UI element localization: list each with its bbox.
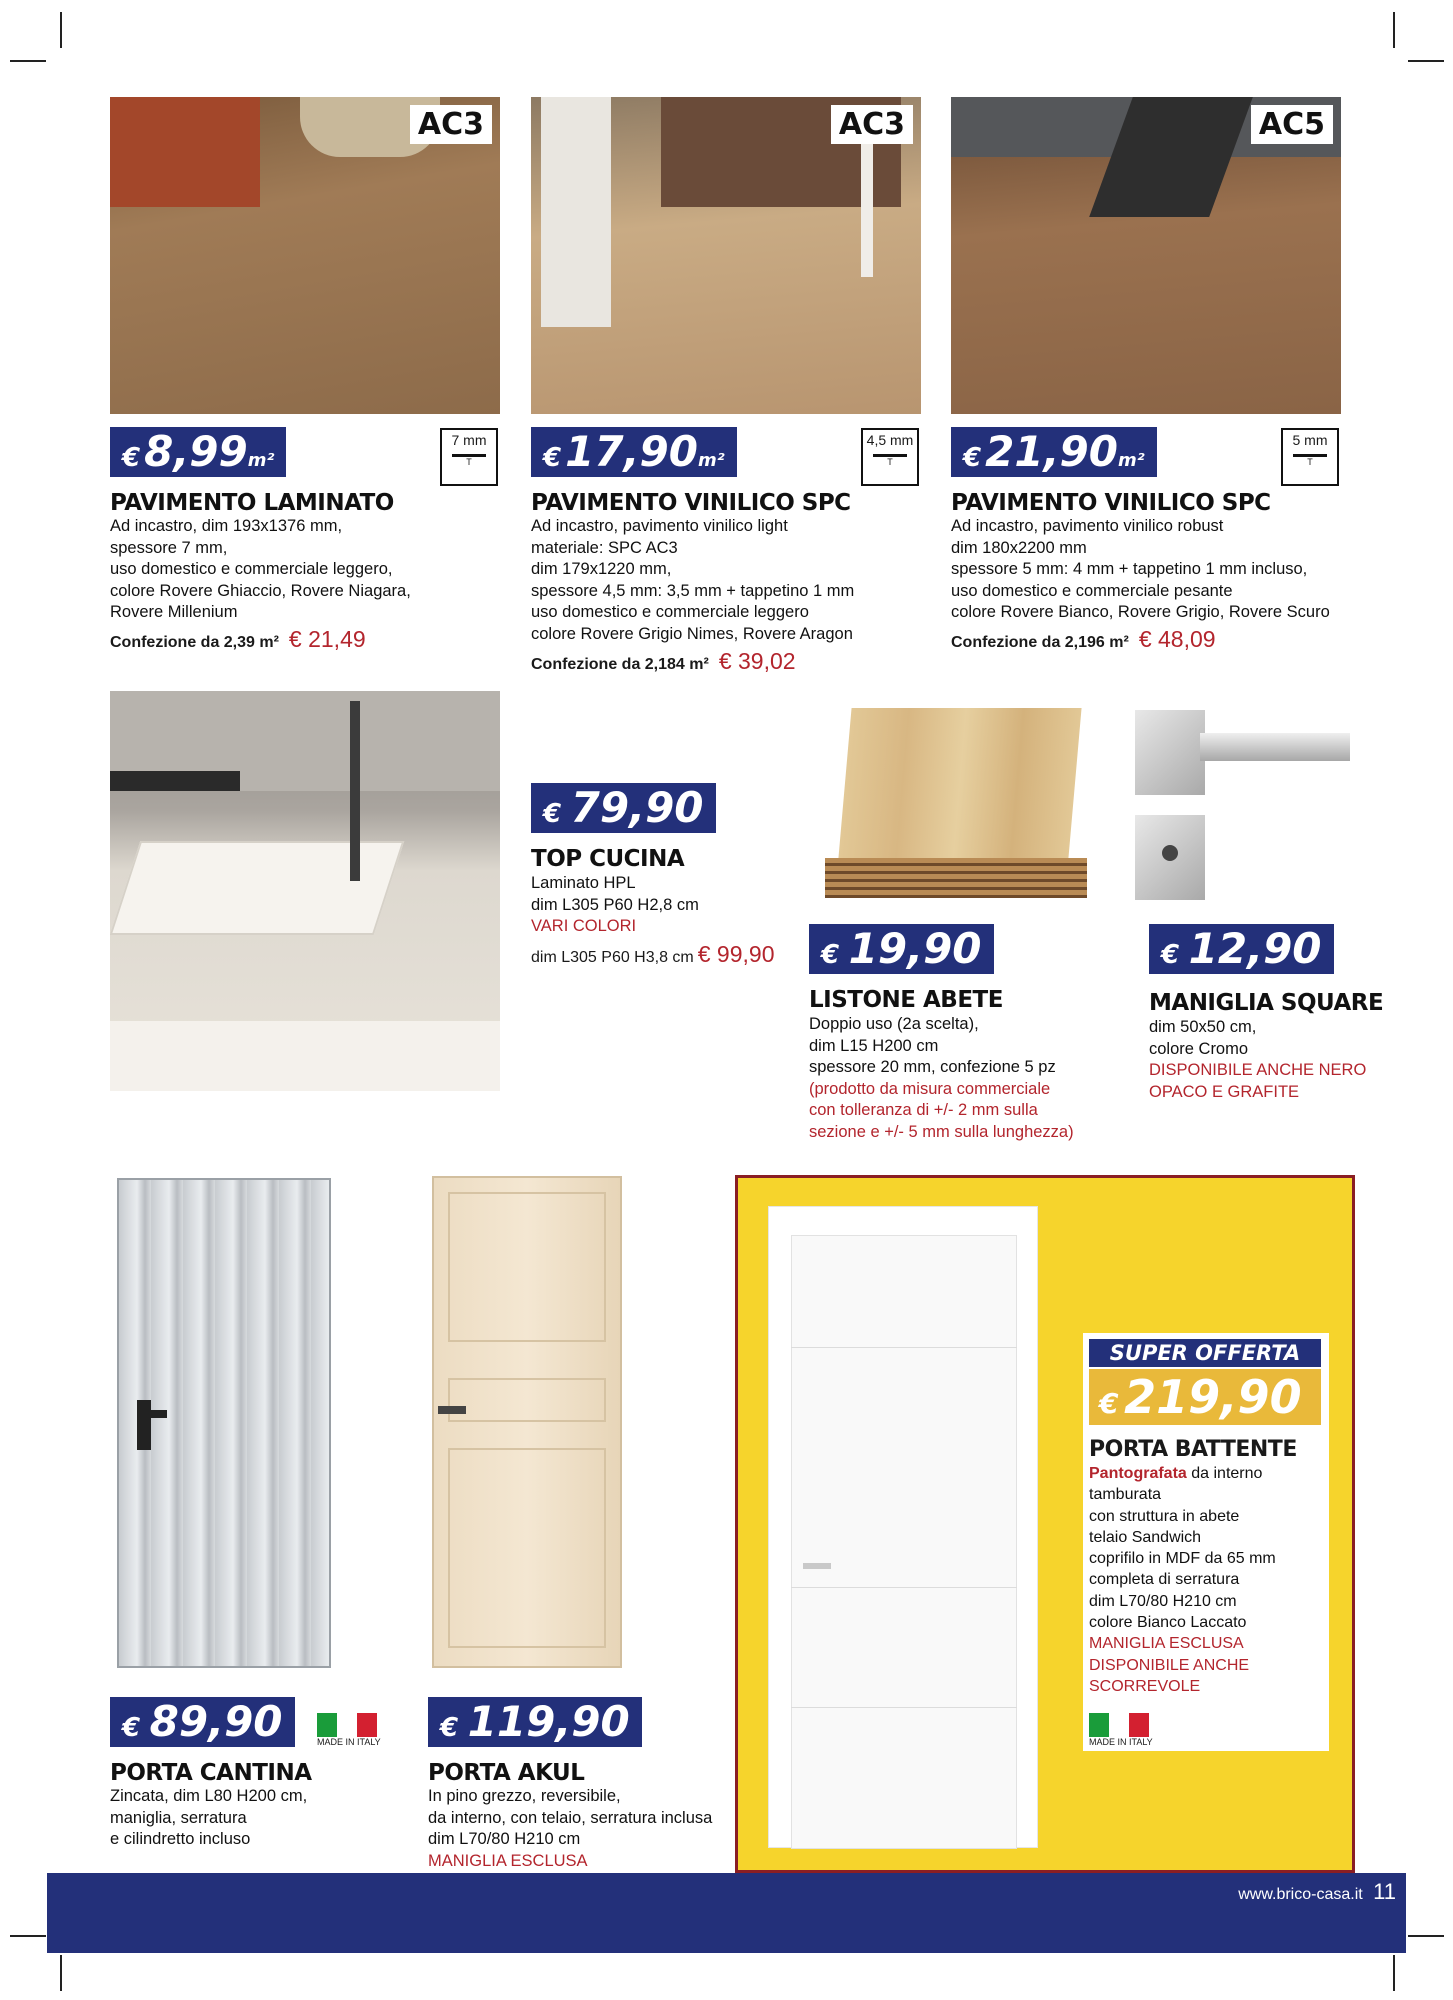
top-cucina-alt-price: dim L305 P60 H3,8 cm € 99,90 <box>531 941 775 967</box>
laminato-price: €8,99m² <box>110 427 286 477</box>
vinilico-robust-price: €21,90m² <box>951 427 1157 477</box>
porta-cantina-photo <box>117 1178 331 1668</box>
top-cucina-title: TOP CUCINA <box>531 846 685 872</box>
maniglia-square-title: MANIGLIA SQUARE <box>1149 990 1384 1016</box>
website-link[interactable]: www.brico-casa.it <box>1238 1886 1363 1903</box>
laminato-pack: Confezione da 2,39 m² € 21,49 <box>110 626 366 652</box>
abrasion-class-badge: AC3 <box>831 105 913 144</box>
listone-abete-description: Doppio uso (2a scelta), dim L15 H200 cm spessore 20 mm, confezione 5 pz (prodotto da misura commerciale con tolleranza di +/- 2 mm sulla sezione e +/- 5 mm sulla lunghezza) <box>809 1015 1074 1141</box>
porta-battente-description: Pantografata da interno tamburata con struttura in abete telaio Sandwich coprifilo in MDF da 65 mm completa di serratura dim L70/80 H210 cm colore Bianco Laccato MANIGLIA ESCLUSA DISPONIBILE ANCHE SCORREVOLE <box>1089 1465 1276 1695</box>
porta-akul-price: € 119,90 <box>428 1697 642 1747</box>
vinilico-robust-title: PAVIMENTO VINILICO SPC <box>951 490 1271 516</box>
porta-battente-photo <box>768 1206 1038 1848</box>
listone-abete-price: € 19,90 <box>809 924 994 974</box>
thickness-icon: 5 mm T <box>1281 428 1339 486</box>
porta-akul-photo <box>432 1176 622 1668</box>
porta-akul-title: PORTA AKUL <box>428 1760 585 1786</box>
super-offer-box <box>735 1175 1355 1873</box>
maniglia-square-price: € 12,90 <box>1149 924 1334 974</box>
porta-battente-price: € 219,90 <box>1089 1369 1321 1425</box>
abrasion-class-badge: AC5 <box>1251 105 1333 144</box>
thickness-icon: 4,5 mm T <box>861 428 919 486</box>
vinilico-light-photo <box>531 97 921 414</box>
porta-cantina-description: Zincata, dim L80 H200 cm, maniglia, serratura e cilindretto incluso <box>110 1787 308 1848</box>
vinilico-light-pack: Confezione da 2,184 m² € 39,02 <box>531 648 796 674</box>
porta-cantina-price: € 89,90 <box>110 1697 295 1747</box>
top-cucina-photo <box>110 691 500 1091</box>
vinilico-light-title: PAVIMENTO VINILICO SPC <box>531 490 851 516</box>
top-cucina-description: Laminato HPL dim L305 P60 H2,8 cm VARI COLORI <box>531 874 699 935</box>
page-number: 11 <box>1373 1879 1396 1904</box>
vinilico-robust-photo <box>951 97 1341 414</box>
porta-akul-description: In pino grezzo, reversibile, da interno, con telaio, serratura inclusa dim L70/80 H210 cm MANIGLIA ESCLUSA <box>428 1787 713 1870</box>
offer-card <box>1083 1333 1329 1751</box>
made-in-italy-flag-icon: MADE IN ITALY <box>317 1713 381 1747</box>
thickness-icon: 7 mm T <box>440 428 498 486</box>
made-in-italy-flag-icon: MADE IN ITALY <box>1089 1713 1153 1747</box>
laminato-description: Ad incastro, dim 193x1376 mm, spessore 7 mm, uso domestico e commerciale leggero, colore Rovere Ghiaccio, Rovere Niagara, Rovere Millenium <box>110 517 411 621</box>
footer-bar <box>47 1873 1406 1953</box>
top-cucina-price: € 79,90 <box>531 783 716 833</box>
super-offer-label: SUPER OFFERTA <box>1089 1339 1321 1367</box>
maniglia-square-description: dim 50x50 cm, colore Cromo DISPONIBILE ANCHE NERO OPACO E GRAFITE <box>1149 1018 1367 1101</box>
listone-abete-title: LISTONE ABETE <box>809 987 1003 1013</box>
vinilico-light-price: €17,90m² <box>531 427 737 477</box>
vinilico-robust-description: Ad incastro, pavimento vinilico robust dim 180x2200 mm spessore 5 mm: 4 mm + tappetino 1 mm incluso, uso domestico e commerciale pesante colore Rovere Bianco, Rovere Grigio, Rovere Scuro <box>951 517 1330 621</box>
listone-abete-photo <box>825 708 1095 903</box>
porta-battente-title: PORTA BATTENTE <box>1089 1437 1297 1462</box>
vinilico-light-description: Ad incastro, pavimento vinilico light materiale: SPC AC3 dim 179x1220 mm, spessore 4,5 mm: 3,5 mm + tappetino 1 mm uso domestico e commerciale leggero colore Rovere Grigio Nimes, Rovere Aragon <box>531 517 855 643</box>
laminato-title: PAVIMENTO LAMINATO <box>110 490 394 516</box>
vinilico-robust-pack: Confezione da 2,196 m² € 48,09 <box>951 626 1216 652</box>
abrasion-class-badge: AC3 <box>410 105 492 144</box>
maniglia-square-photo <box>1130 705 1360 905</box>
porta-cantina-title: PORTA CANTINA <box>110 1760 312 1786</box>
laminato-photo <box>110 97 500 414</box>
